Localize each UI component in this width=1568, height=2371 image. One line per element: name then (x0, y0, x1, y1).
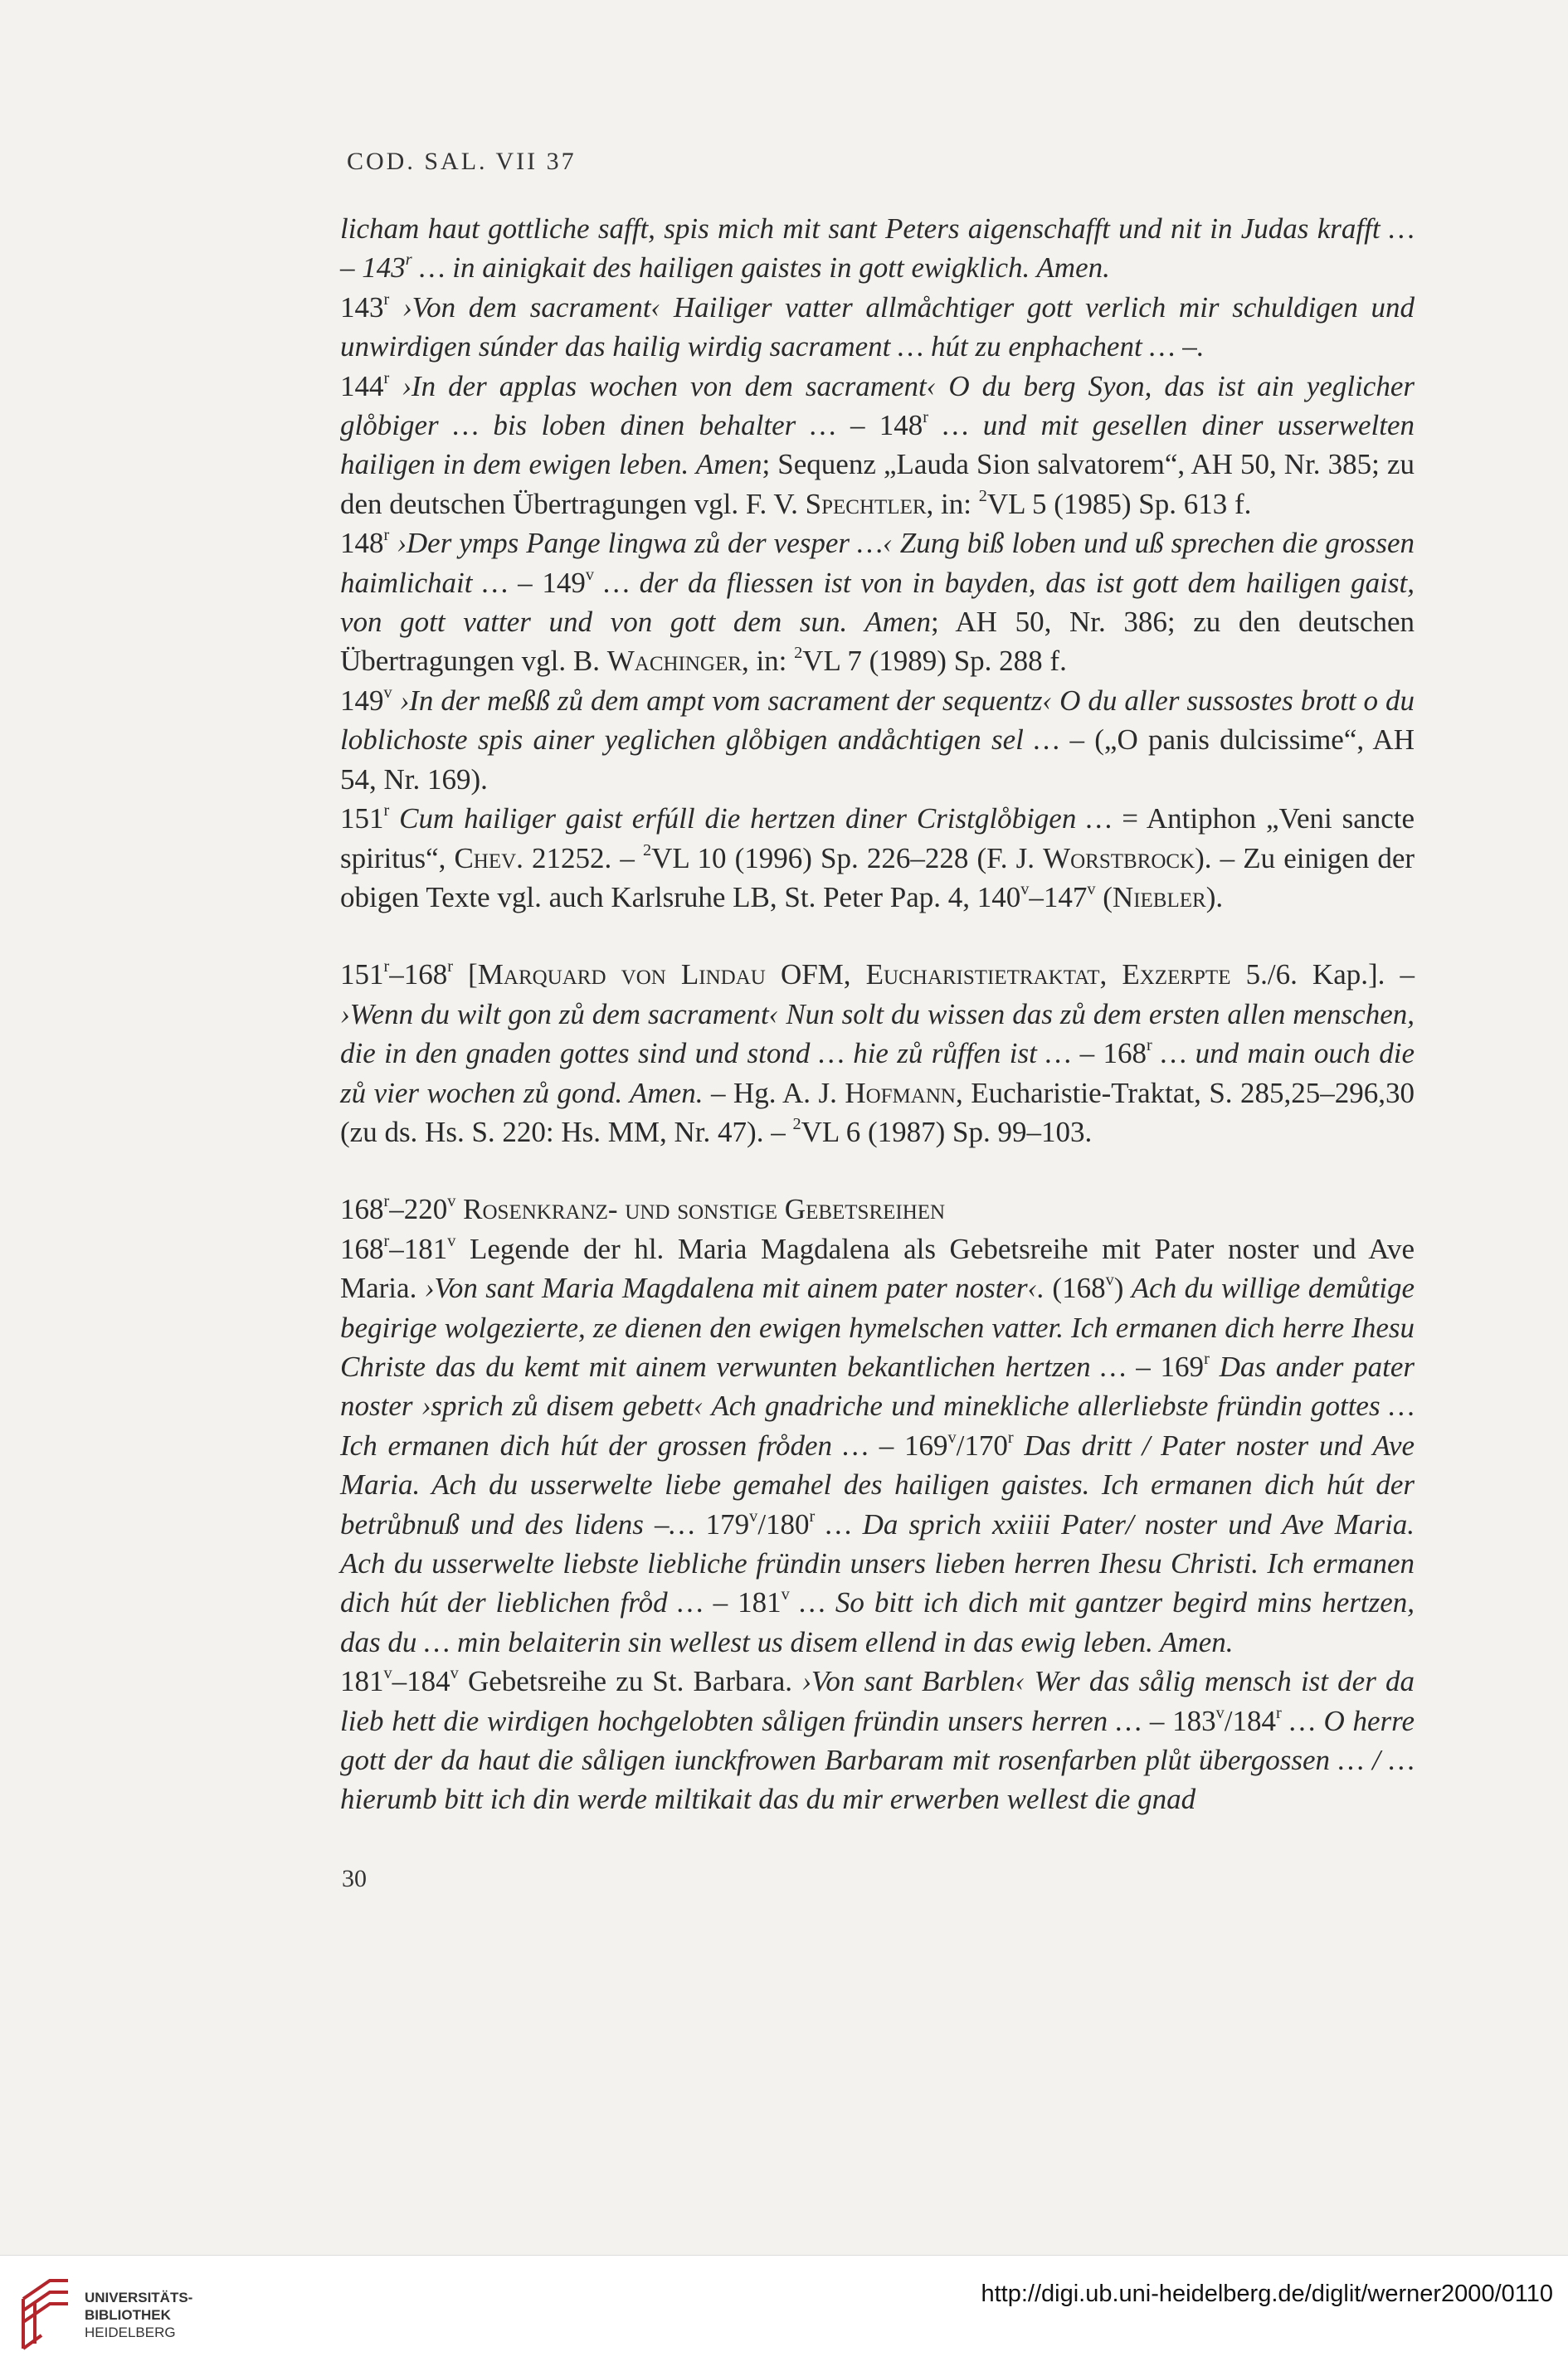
body-text (340, 209, 1415, 1819)
paragraph: 168$^r$–181$^v$ Legende der hl. Maria Magdalena als Gebetsreihe mit Pater noster und Ave Maria. ›Von sant Maria Magdalena mit ainem pater noster‹. (168$^v$) Ach du willige demůtige begirige wolgezierte, ze dienen den ewigen hymelschen vatter. Ich ermanen dich herre Ihesu Christe das du kemt mit ainem verwunten bekantlichen hertzen … – 169$^r$ Das ander pater noster ›sprich zů disem gebett‹ Ach gnadriche und minekliche allerliebste fründin gottes … Ich ermanen dich hút der grossen fro̊den … – 169$^v$/170$^r$ Das dritt / Pater noster und Ave Maria. Ach du usserwelte liebe gemahel des hailigen gaistes. Ich ermanen dich hút der betrůbnuß und des lidens –… 179$^v$/180$^r$ … Da sprich xxiiii Pater/ noster und Ave Maria. Ach du usserwelte liebste liebliche fründin unsers lieben herren Ihesu Christi. Ich ermanen dich hút der lieblichen fro̊d … – 181$^v$ … So bitt ich dich mit gantzer begird mins hertzen, das du … min belaiterin sin wellest us disem ellend in das ewig leben. Amen. (340, 1231, 1415, 1658)
paragraph: licham haut gottliche safft, spis mich mit sant Peters aigenschafft und nit in Judas krafft … – 143$^r$ … in ainigkait des hailigen gaistes in gott ewigklich. Amen. (340, 212, 1415, 285)
source-url-link[interactable]: http://digi.ub.uni-heidelberg.de/diglit/werner2000/0110 (981, 2281, 1553, 2307)
paragraph: 148$^r$ ›Der ymps Pange lingwa zů der vesper …‹ Zung biß loben und uß sprechen die grossen haimlichait … – 149$^v$ … der da fliessen ist von in bayden, das ist gott dem hailigen gaist, von gott vatter und von gott dem sun. Amen; AH 50, Nr. 386; zu den deutschen Übertragungen vgl. B. Wachinger, in: $^2$VL 7 (1989) Sp. 288 f. (340, 526, 1415, 678)
paragraph: 143$^r$ ›Von dem sacrament‹ Hailiger vatter allmåchtiger gott verlich mir schuldigen und unwirdigen súnder das hailig wirdig sacrament … hút zu enphachent … –. (340, 290, 1415, 363)
library-logo-icon (17, 2274, 75, 2354)
running-title: COD. SAL. VII 37 (347, 148, 577, 175)
logo-line: BIBLIOTHEK (85, 2307, 171, 2323)
page-number: 30 (342, 1865, 367, 1892)
section-spacer (340, 917, 1415, 955)
paragraph: 151$^r$–168$^r$ [Marquard von Lindau OFM, Eucharistietraktat, Exzerpte 5./6. Kap.]. – ›Wenn du wilt gon zů dem sacrament‹ Nun solt du wissen das zů dem ersten allen menschen, die in den gnaden gottes sind und stond … hie zů růffen ist … – 168$^r$ … und main ouch die zů vier wochen zů gond. Amen. – Hg. A. J. Hofmann, Eucharistie-Traktat, S. 285,25–296,30 (zu ds. Hs. S. 220: Hs. MM, Nr. 47). – $^2$VL 6 (1987) Sp. 99–103. (340, 957, 1415, 1148)
logo-line: HEIDELBERG (85, 2325, 176, 2340)
paragraph: 149$^v$ ›In der meßß zů dem ampt vom sacrament der sequentz‹ O du aller sussostes brott o du loblichoste spis ainer yeglichen glo̊bigen andåchtigen sel … – („O panis dulcissime“, AH 54, Nr. 169). (340, 683, 1415, 796)
footer-bar (0, 2255, 1568, 2371)
section-heading: 168$^r$–220$^v$ Rosenkranz- und sonstige Gebetsreihen (340, 1192, 946, 1226)
paragraph: 181$^v$–184$^v$ Gebetsreihe zu St. Barbara. ›Von sant Barblen‹ Wer das sålig mensch ist der da lieb hett die wirdigen hochgelobten såligen fründin unsers herren … – 183$^v$/184$^r$ … O herre gott der da haut die såligen iunckfrowen Barbaram mit rosenfarben plůt übergossen … / … hierumb bitt ich din werde miltikait das du mir erwerben wellest die gnad (340, 1664, 1415, 1816)
library-logo-text (85, 2289, 192, 2341)
logo-line: UNIVERSITÄTS- (85, 2290, 193, 2305)
section-spacer (340, 1151, 1415, 1190)
paragraph: 151$^r$ Cum hailiger gaist erfúll die hertzen diner Cristglo̊bigen … = Antiphon „Veni sancte spiritus“, Chev. 21252. – $^2$VL 10 (1996) Sp. 226–228 (F. J. Worstbrock). – Zu einigen der obigen Texte vgl. auch Karlsruhe LB, St. Peter Pap. 4, 140$^v$–147$^v$ (Niebler). (340, 801, 1415, 913)
paragraph: 144$^r$ ›In der applas wochen von dem sacrament‹ O du berg Syon, das ist ain yeglicher glo̊biger … bis loben dinen behalter … – 148$^r$ … und mit gesellen diner usserwelten hailigen in dem ewigen leben. Amen; Sequenz „Lauda Sion salvatorem“, AH 50, Nr. 385; zu den deutschen Übertragungen vgl. F. V. Spechtler, in: $^2$VL 5 (1985) Sp. 613 f. (340, 368, 1415, 520)
